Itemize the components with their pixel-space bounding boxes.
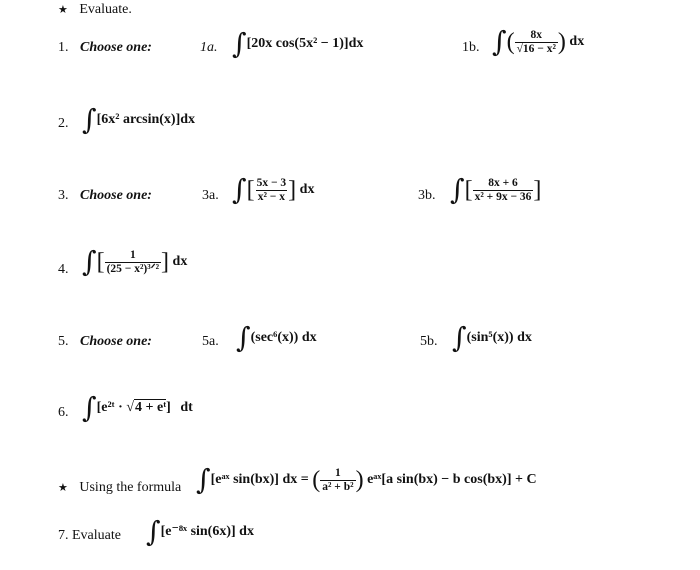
problem-2-number: 2. bbox=[58, 116, 69, 131]
problem-7-lead: 7. Evaluate bbox=[58, 528, 121, 543]
problem-1a-label: 1a. bbox=[200, 40, 218, 55]
problem-5-label: Choose one: bbox=[80, 334, 152, 349]
problem-4-denominator: (25 − x²)³ᐟ² bbox=[106, 262, 160, 275]
header-title: Evaluate. bbox=[79, 2, 132, 17]
problem-1a-integrand: [20x cos(5x² − 1)]dx bbox=[246, 36, 364, 52]
problem-6-expression: ∫[e²ᵗ · √4 + eᵗ] dt bbox=[82, 391, 193, 424]
problem-1b-dx: dx bbox=[569, 34, 585, 50]
integral-sign: ∫ bbox=[232, 27, 247, 60]
problem-3a-dx: dx bbox=[299, 182, 315, 198]
formula-rhs: eᵃˣ[a sin(bx) − b cos(bx)] + C bbox=[367, 472, 537, 488]
formula-lead: Using the formula bbox=[79, 480, 182, 495]
problem-3b-expression: ∫[ $\frac{8x + 6}{\text{x² + 9x − 36}}$ ] bbox=[450, 173, 542, 206]
integral-sign: ∫ bbox=[452, 321, 467, 354]
problem-6-number: 6. bbox=[58, 405, 69, 420]
integral-sign: ∫ bbox=[492, 25, 507, 58]
problem-6-dt: dt bbox=[180, 400, 193, 416]
integral-sign: ∫ bbox=[146, 515, 161, 548]
problem-5-number: 5. bbox=[58, 334, 69, 349]
problem-1b-expression: ∫( $\frac{8x}{\text{√16 − x²}}$ ) dx bbox=[492, 25, 585, 58]
problem-6-integrand-start: [e²ᵗ · bbox=[96, 400, 127, 416]
problem-1a-expression bbox=[232, 27, 364, 60]
integral-sign: ∫ bbox=[82, 103, 97, 136]
integral-sign: ∫ bbox=[82, 245, 97, 278]
problem-1b-label: 1b. bbox=[462, 40, 480, 55]
integral-sign: ∫ bbox=[232, 173, 247, 206]
integral-sign: ∫ bbox=[196, 463, 211, 496]
problem-5a-label: 5a. bbox=[202, 334, 219, 349]
formula-lhs: [eᵃˣ sin(bx)] dx = bbox=[210, 472, 309, 488]
problem-3b-denominator: x² + 9x − 36 bbox=[474, 190, 532, 203]
problem-3a-numerator: 5x − 3 bbox=[256, 177, 287, 190]
problem-4-number: 4. bbox=[58, 262, 69, 277]
problem-5a-expression bbox=[236, 321, 317, 354]
problem-4-expression: ∫[ $\frac{1}{\text{(25 − x²)³ᐟ²}}$ ] dx bbox=[82, 245, 188, 278]
integral-sign: ∫ bbox=[236, 321, 251, 354]
header bbox=[58, 2, 132, 18]
problem-3b-label: 3b. bbox=[418, 188, 436, 203]
problem-3-number: 3. bbox=[58, 188, 69, 203]
problem-6-integrand-end: ] bbox=[166, 400, 171, 416]
problem-2-expression bbox=[82, 103, 196, 136]
problem-3a-denominator: x² − x bbox=[257, 190, 285, 203]
integral-sign: ∫ bbox=[82, 391, 97, 424]
problem-1b-denominator: √16 − x² bbox=[516, 42, 556, 55]
problem-3a-label: 3a. bbox=[202, 188, 219, 203]
problem-4-dx: dx bbox=[172, 254, 188, 270]
problem-7-expression bbox=[146, 515, 254, 548]
problem-7-integrand: [e⁻⁸ˣ sin(6x)] dx bbox=[160, 524, 254, 540]
problem-5b-label: 5b. bbox=[420, 334, 438, 349]
problem-6-radicand: 4 + eᵗ bbox=[135, 400, 167, 416]
integral-sign: ∫ bbox=[450, 173, 465, 206]
formula-denominator: a² + b² bbox=[322, 480, 354, 493]
formula-numerator: 1 bbox=[335, 467, 341, 480]
problem-1b-numerator: 8x bbox=[530, 29, 542, 42]
problem-2-integrand: [6x² arcsin(x)]dx bbox=[96, 112, 196, 128]
problem-5b-expression bbox=[452, 321, 532, 354]
problem-5a-integrand: (sec⁶(x)) dx bbox=[250, 330, 317, 346]
problem-3b-numerator: 8x + 6 bbox=[488, 177, 518, 190]
problem-5b-integrand: (sin⁵(x)) dx bbox=[466, 330, 532, 346]
problem-1-number: 1. bbox=[58, 40, 69, 55]
formula-line bbox=[58, 480, 181, 496]
star-icon: ★ bbox=[58, 4, 68, 16]
problem-3-label: Choose one: bbox=[80, 188, 152, 203]
star-icon: ★ bbox=[58, 482, 68, 494]
problem-3a-expression: ∫[ $\frac{5x - 3}{\text{x² − x}}$ ] dx bbox=[232, 173, 315, 206]
problem-4-numerator: 1 bbox=[129, 249, 136, 262]
problem-1-label: Choose one: bbox=[80, 40, 152, 55]
formula-expression: ∫[eᵃˣ sin(bx)] dx = ( $\frac{1}{\text{a² + b²}}$ ) eᵃˣ[a sin(bx) − b cos(bx)] + C bbox=[196, 463, 537, 496]
